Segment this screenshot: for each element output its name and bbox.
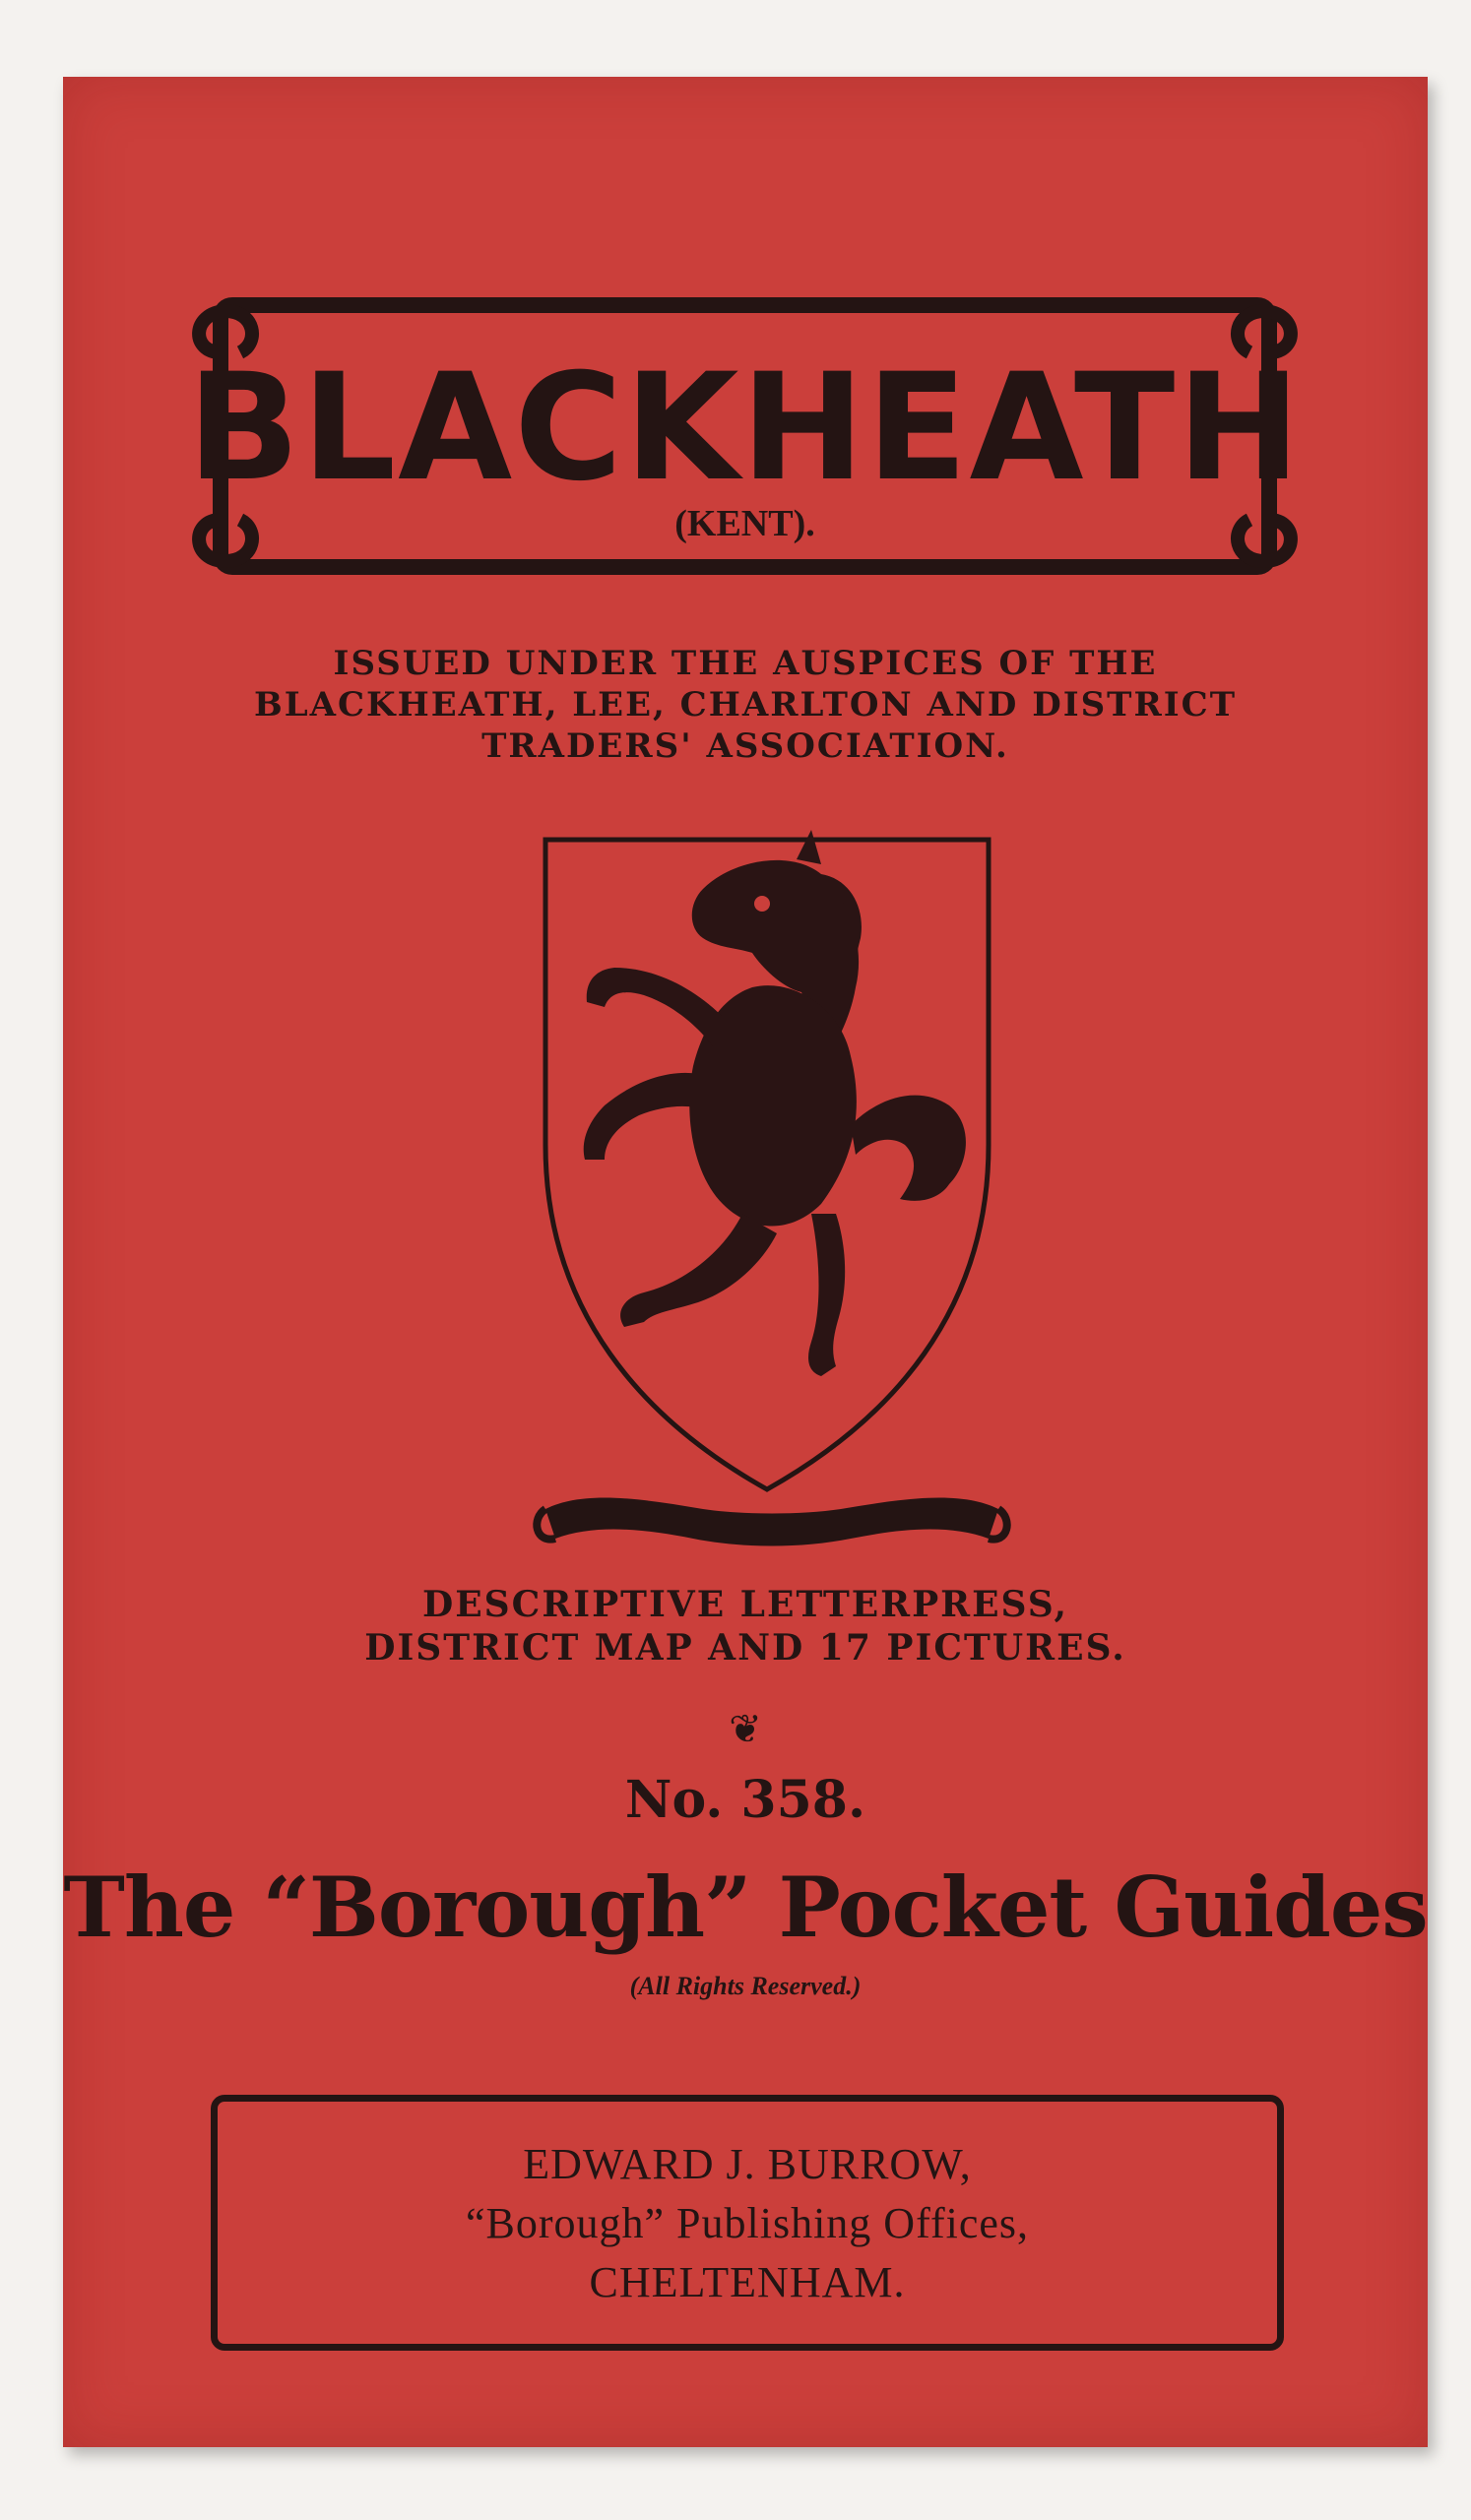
guide-number: No. 358. [624, 1770, 866, 1830]
description-line: DISTRICT MAP AND 17 PICTURES. [364, 1627, 1126, 1669]
series-title: The “Borough” Pocket Guides [63, 1858, 1428, 1956]
rights-notice: (All Rights Reserved.) [629, 1972, 862, 2000]
publisher-town: CHELTENHAM. [589, 2258, 906, 2306]
rampant-horse-shield-icon [526, 820, 1018, 1588]
title-frame [181, 293, 1309, 579]
cover-title: BLACKHEATH [187, 343, 1303, 514]
issued-line: ISSUED UNDER THE AUSPICES OF THE [333, 644, 1158, 683]
issued-line: BLACKHEATH, LEE, CHARLTON AND DISTRICT [253, 685, 1238, 724]
cover-subtitle: (KENT). [674, 503, 815, 544]
coat-of-arms [526, 820, 1018, 1588]
publisher-office: “Borough” Publishing Offices, [465, 2199, 1030, 2247]
issued-line: TRADERS' ASSOCIATION. [481, 726, 1009, 766]
publisher-box [211, 2095, 1284, 2351]
booklet-cover [63, 77, 1428, 2447]
publisher-name: EDWARD J. BURROW, [523, 2140, 972, 2188]
description-line: DESCRIPTIVE LETTERPRESS, [422, 1584, 1068, 1625]
description-text [63, 1583, 1428, 1670]
fleuron-ornament: ❦ [729, 1707, 762, 1751]
ribbon-scroll-icon [537, 1497, 1006, 1545]
issued-by-text [63, 643, 1428, 767]
